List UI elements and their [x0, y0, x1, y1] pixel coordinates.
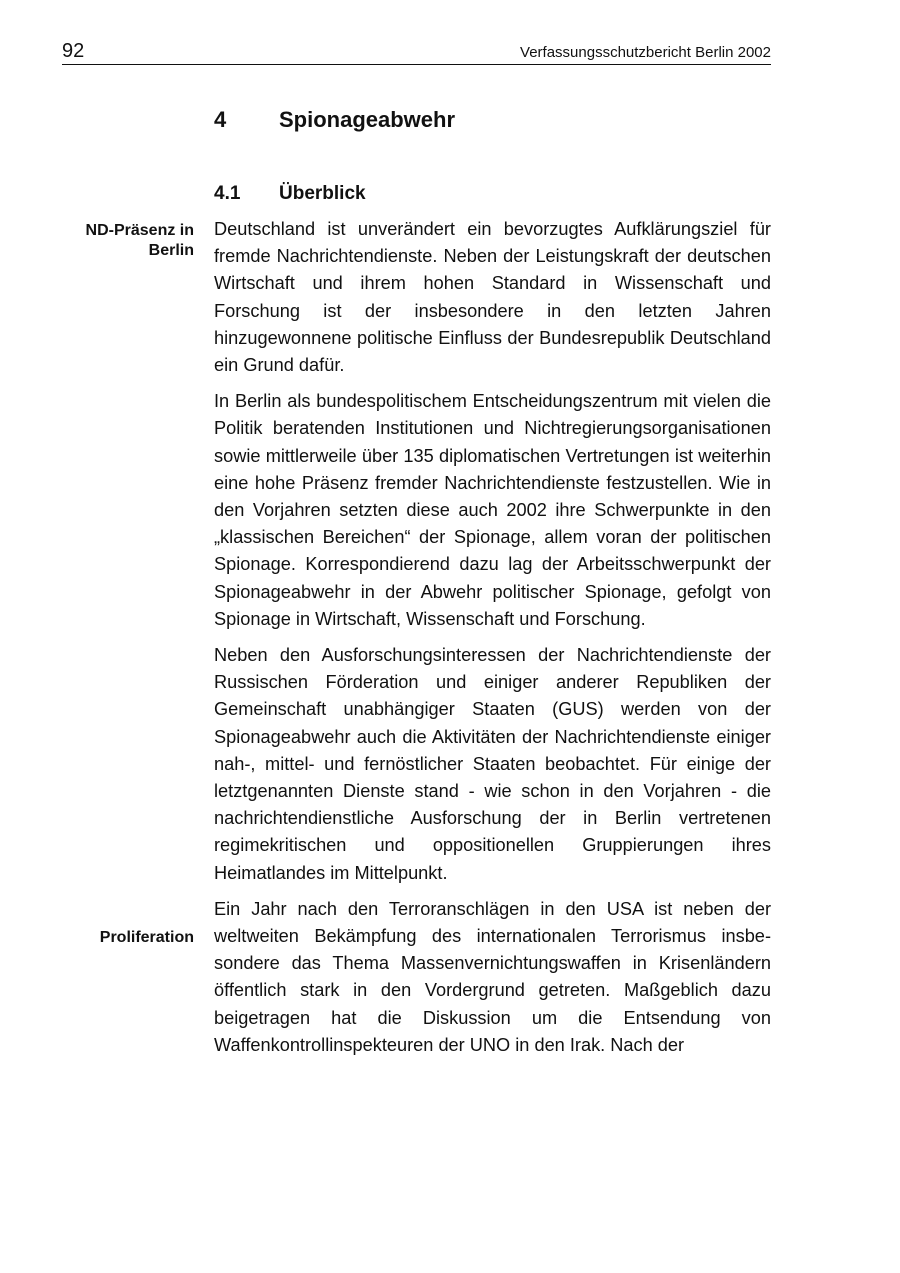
chapter-title: Spionageabwehr: [279, 107, 456, 132]
margin-note-nd-praesenz: ND-Präsenz in Berlin: [85, 222, 194, 259]
paragraph: Deutschland ist unverändert ein bevorzugtes Aufklärungsziel für fremde Nachrichtendienste. Neben der Leistungskraft der deutschen Wirtschaft und ihrem hohen Standard in Wissenschaft und Forschung ist der insbesondere in den letzten Jahren hinzugewonnene politische Einfluss der Bundesrepublik Deutschland ein Grund dafür.: [214, 219, 771, 376]
section-title: Überblick: [279, 183, 366, 204]
section-number: 4.1: [214, 183, 241, 204]
body-text: [214, 216, 771, 1068]
paragraph: In Berlin als bundespolitischem Entscheidungszentrum mit vielen die Politik beratenden Institutionen und Nichtregierungsorganisationen sowie mittlerweile über 135 diplomatischen Vertretungen ist weiterhin eine hohe Präsenz fremder Nachrichtendienste festzustellen. Wie in den Vorjahren setzten diese auch 2002 ihre Schwerpunkte in den „klassischen Bereichen“ der Spionage, allem voran der politischen Spionage. Korrespondierend dazu lag der Arbeitsschwerpunkt der Spionageabwehr in der Abwehr politischer Spionage, gefolgt von Spionage in Wirtschaft, Wissenschaft und Forschung.: [214, 391, 771, 629]
chapter-heading: [214, 106, 455, 134]
chapter-number: 4: [214, 107, 227, 132]
page-header: [62, 40, 771, 65]
margin-note-proliferation: Proliferation: [99, 929, 194, 946]
running-title: Verfassungsschutzbericht Berlin 2002: [520, 44, 771, 61]
section-heading: [214, 181, 366, 207]
paragraph: Neben den Ausforschungsinteressen der Nachrichtendienste der Russischen Förderation und einiger anderer Republiken der Gemeinschaft unabhängiger Staaten (GUS) werden von der Spionageabwehr auch die Aktivitäten der Nachrichtendienste einiger nah-, mittel- und fernöstlicher Staaten beobachtet. Für einige der letztgenannten Dienste stand - wie schon in den Vorjahren - die nachrichtendienstliche Ausforschung der in Berlin vertretenen regimekritischen und oppositionellen Gruppierungen ihres Heimatlandes im Mittelpunkt.: [214, 645, 771, 883]
page-number: 92: [62, 40, 85, 62]
paragraph: Ein Jahr nach den Terroranschlägen in den USA ist neben der weltweiten Bekämpfung des internationalen Terrorismus insbesondere das Thema Massenvernichtungswaffen in Krisenländern öffentlich stark in den Vordergrund getreten. Maßgeblich dazu beigetragen hat die Diskussion um die Entsendung von Waffenkontrollinspekteuren der UNO in den Irak. Nach der: [214, 898, 771, 1055]
